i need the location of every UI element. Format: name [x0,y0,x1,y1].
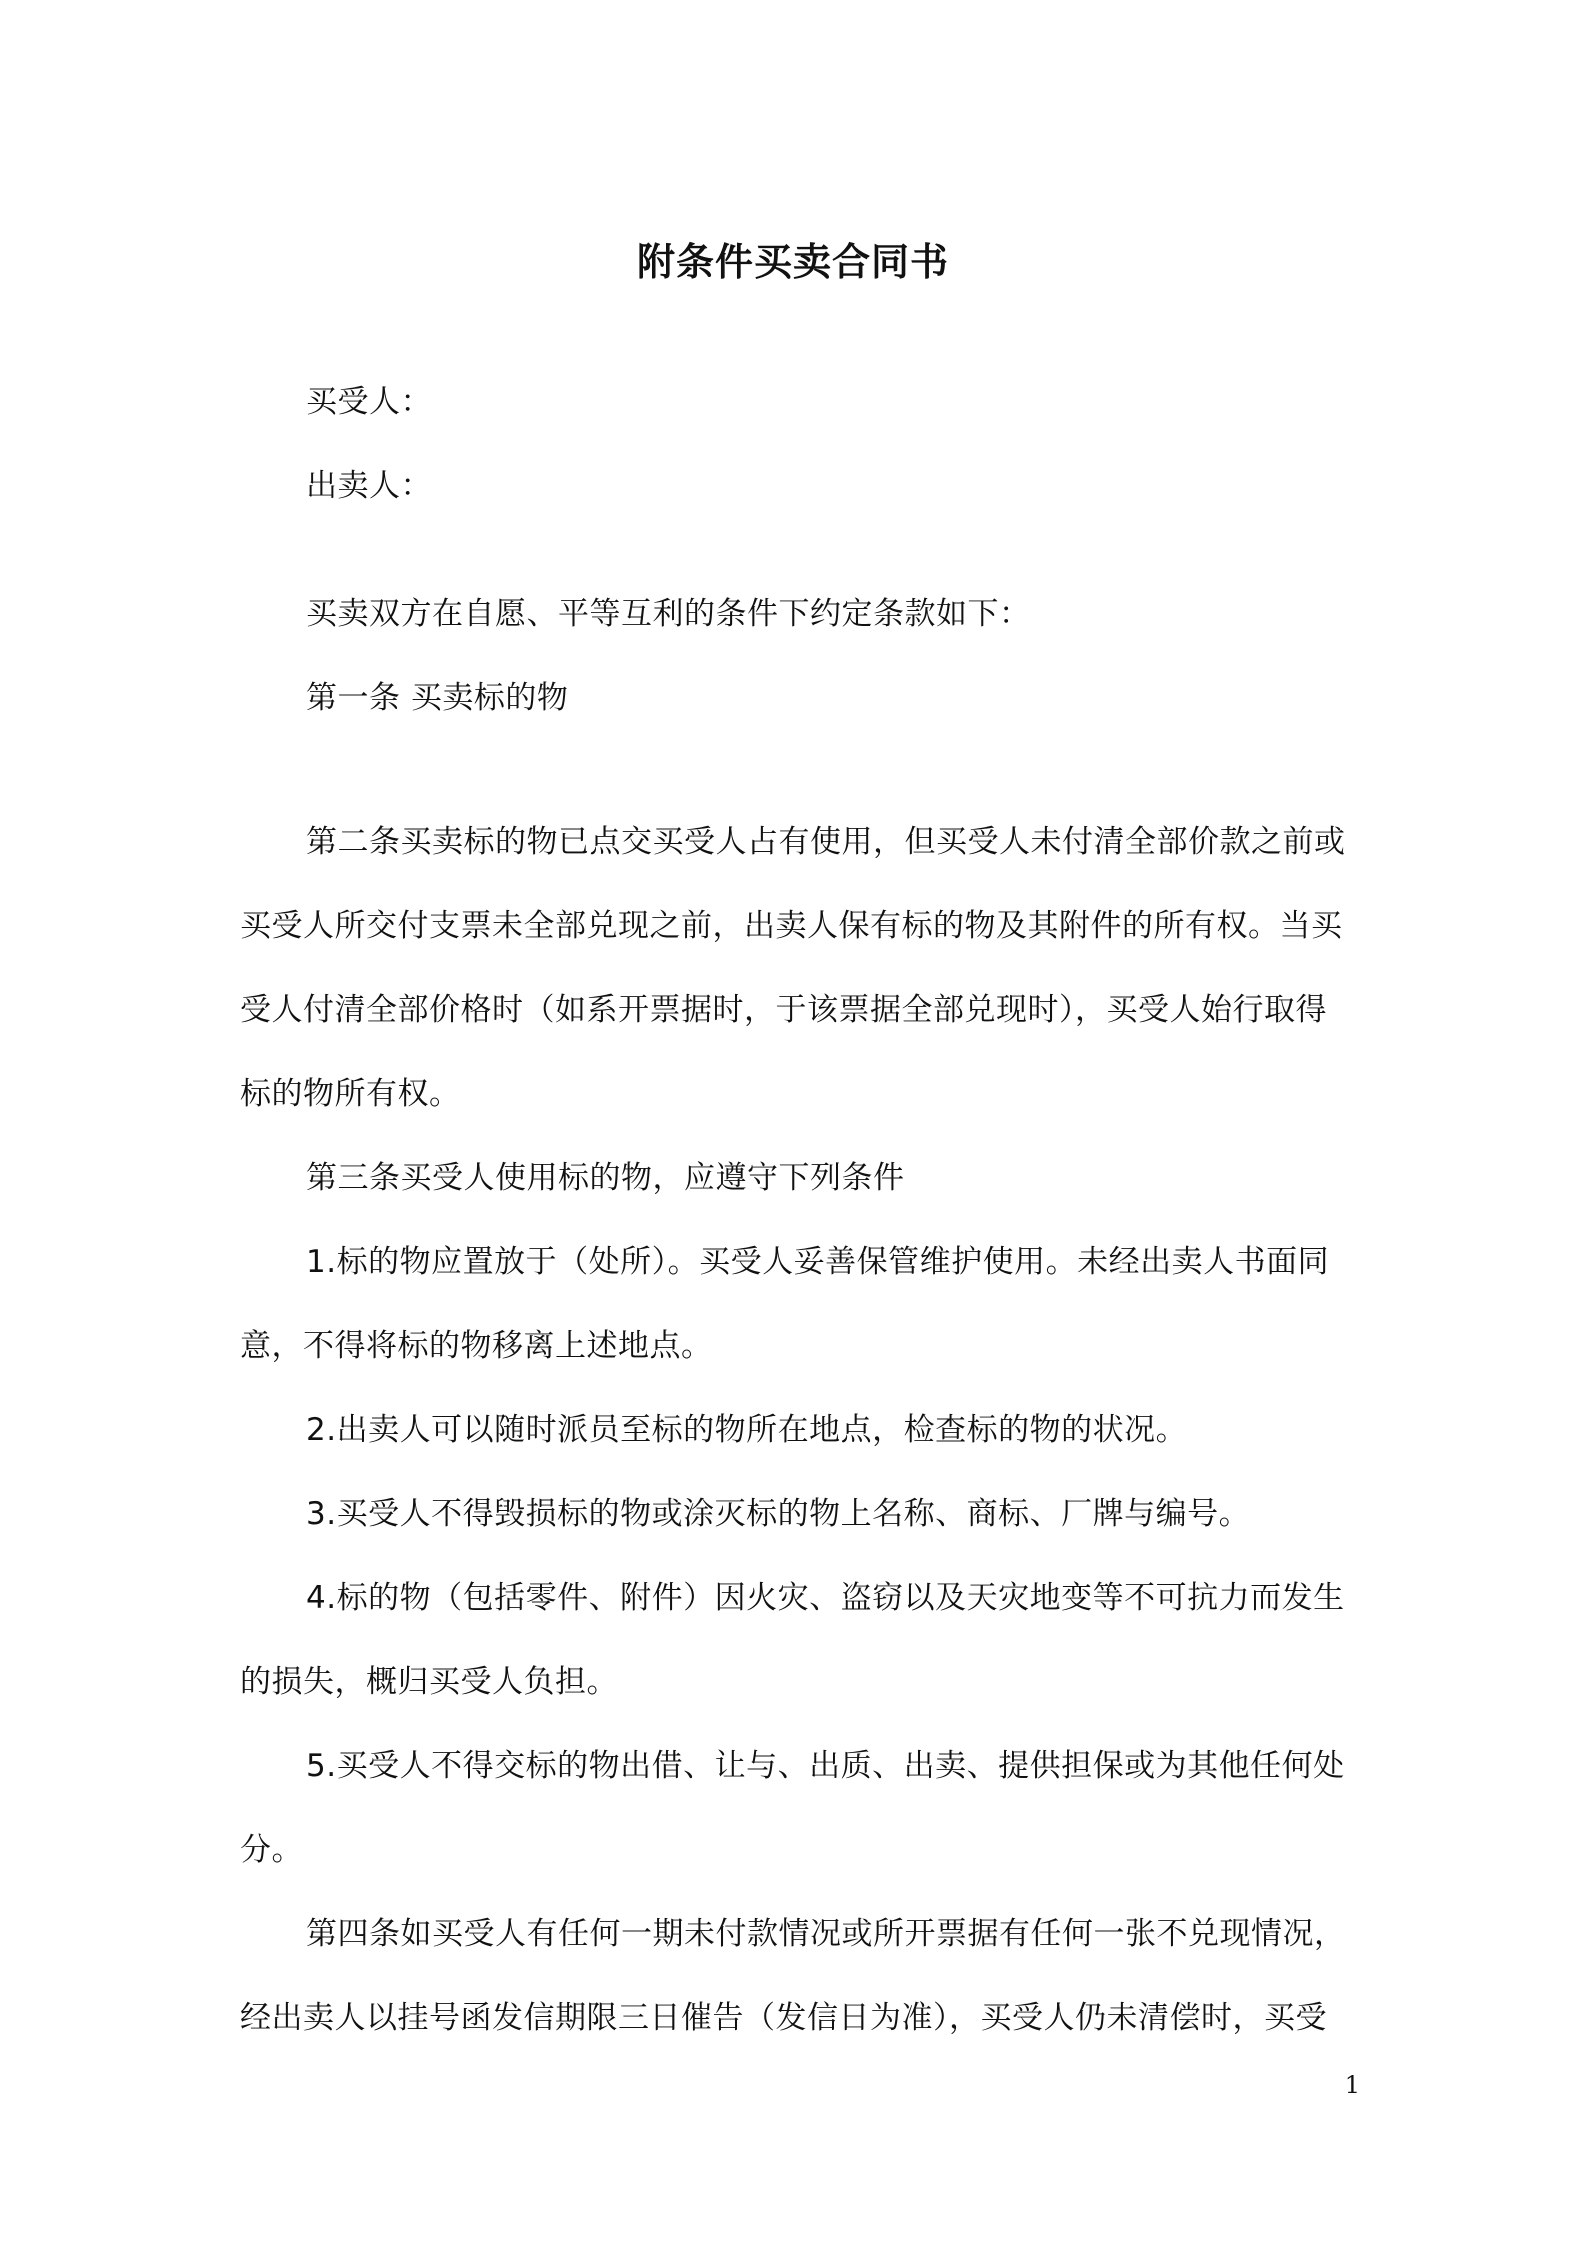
article-3-item-3: 3.买受人不得毁损标的物或涂灭标的物上名称、商标、厂牌与编号。 [306,1496,1251,1532]
document-title: 附条件买卖合同书 [636,240,949,284]
article-3-item-2: 2.出卖人可以随时派员至标的物所在地点，检查标的物的状况。 [306,1412,1188,1448]
buyer-label: 买受人： [306,384,432,420]
page-number: 1 [1344,2071,1360,2099]
article-3-item-5: 5.买受人不得交标的物出借、让与、出质、出卖、提供担保或为其他任何处分。 [240,1748,1345,1868]
article-2: 第二条买卖标的物已点交买受人占有使用，但买受人未付清全部价款之前或买受人所交付支票未全部兑现之前，出卖人保有标的物及其附件的所有权。当买受人付清全部价格时（如系开票据时，于该票据全部兑现时），买受人始行取得标的物所有权。 [240,824,1346,1112]
article-4: 第四条如买受人有任何一期未付款情况或所开票据有任何一张不兑现情况，经出卖人以挂号函发信期限三日催告（发信日为准），买受人仍未清偿时，买受 [240,1916,1346,2036]
seller-label: 出卖人： [306,468,432,504]
article-3-item-4: 4.标的物（包括零件、附件）因火灾、盗窃以及天灾地变等不可抗力而发生的损失，概归买受人负担。 [240,1580,1345,1700]
article-3-item-1: 1.标的物应置放于（处所）。买受人妥善保管维护使用。未经出卖人书面同意，不得将标的物移离上述地点。 [240,1244,1330,1364]
intro-paragraph: 买卖双方在自愿、平等互利的条件下约定条款如下： [306,596,1031,632]
article-1: 第一条 买卖标的物 [306,680,569,716]
article-3: 第三条买受人使用标的物，应遵守下列条件 [306,1160,905,1196]
